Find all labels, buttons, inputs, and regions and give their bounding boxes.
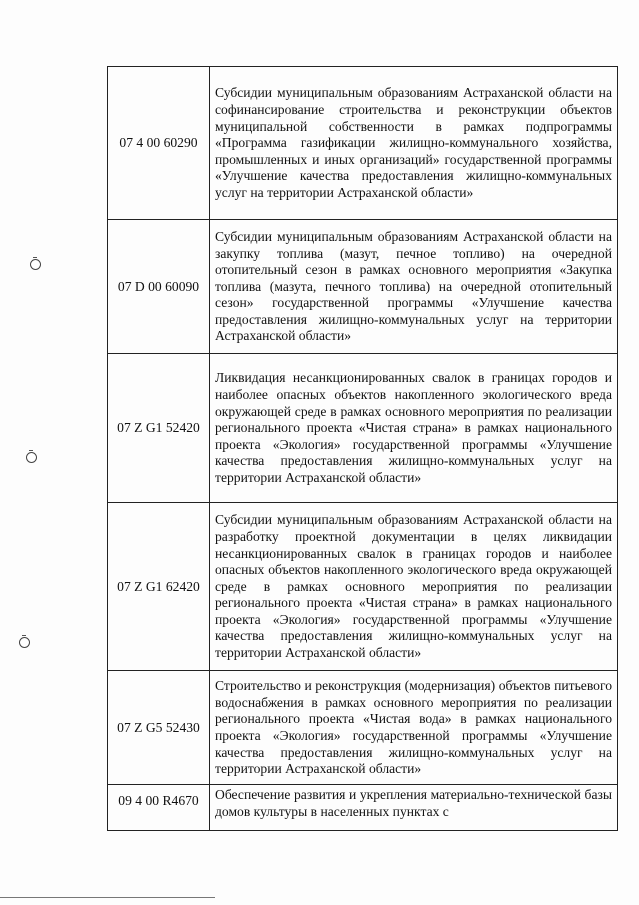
target-article-code: 07 Z G1 62420	[108, 503, 210, 671]
target-article-description: Субсидии муниципальным образованиям Астраханской области на закупку топлива (мазут, печное топливо) на очередной отопительный сезон в рамках основного мероприятия «Закупка топлива (мазута, печного топлива) на очередной отопительный сезон» государственной программы «Улучшение качества предоставления жилищно-коммунальных услуг на территории Астраханской области»	[210, 220, 618, 354]
table-row	[108, 220, 618, 354]
target-article-code: 07 D 00 60090	[108, 220, 210, 354]
table-row	[108, 354, 618, 503]
target-article-code: 07 4 00 60290	[108, 67, 210, 220]
table-row	[108, 671, 618, 785]
punch-hole-icon	[26, 452, 37, 463]
target-article-description: Обеспечение развития и укрепления материально-технической базы домов культуры в населенных пунктах с	[210, 785, 618, 831]
target-article-description: Субсидии муниципальным образованиям Астраханской области на софинансирование строительства и реконструкции объектов муниципальной собственности в рамках подпрограммы «Программа газификации жилищно-коммунального хозяйства, промышленных и иных организаций» государственной программы «Улучшение качества предоставления жилищно-коммунальных услуг на территории Астраханской области»	[210, 67, 618, 220]
target-article-description: Ликвидация несанкционированных свалок в границах городов и наиболее опасных объектов накопленного экологического вреда окружающей среде в рамках основного мероприятия по реализации регионального проекта «Чистая страна» в рамках национального проекта «Экология» государственной программы «Улучшение качества предоставления жилищно-коммунальных услуг на территории Астраханской области»	[210, 354, 618, 503]
target-article-code: 07 Z G5 52430	[108, 671, 210, 785]
target-article-description: Строительство и реконструкция (модернизация) объектов питьевого водоснабжения в рамках основного мероприятия по реализации регионального проекта «Чистая вода» в рамках национального проекта «Экология» государственной программы «Улучшение качества предоставления жилищно-коммунальных услуг на территории Астраханской области»	[210, 671, 618, 785]
budget-classification-table	[107, 66, 618, 831]
table-row	[108, 67, 618, 220]
punch-hole-icon	[30, 259, 41, 270]
target-article-code: 09 4 00 R4670	[108, 785, 210, 831]
table-row	[108, 503, 618, 671]
punch-hole-icon	[19, 637, 30, 648]
target-article-description: Субсидии муниципальным образованиям Астраханской области на разработку проектной документации в целях ликвидации несанкционированных свалок в границах городов и наиболее опасных объектов накопленного экологического вреда окружающей среде в рамках основного мероприятия по реализации регионального проекта «Чистая страна» в рамках национального проекта «Экология» государственной программы «Улучшение качества предоставления жилищно-коммунальных услуг на территории Астраханской области»	[210, 503, 618, 671]
target-article-code: 07 Z G1 52420	[108, 354, 210, 503]
table-row	[108, 785, 618, 831]
page-bottom-rule	[0, 897, 215, 898]
